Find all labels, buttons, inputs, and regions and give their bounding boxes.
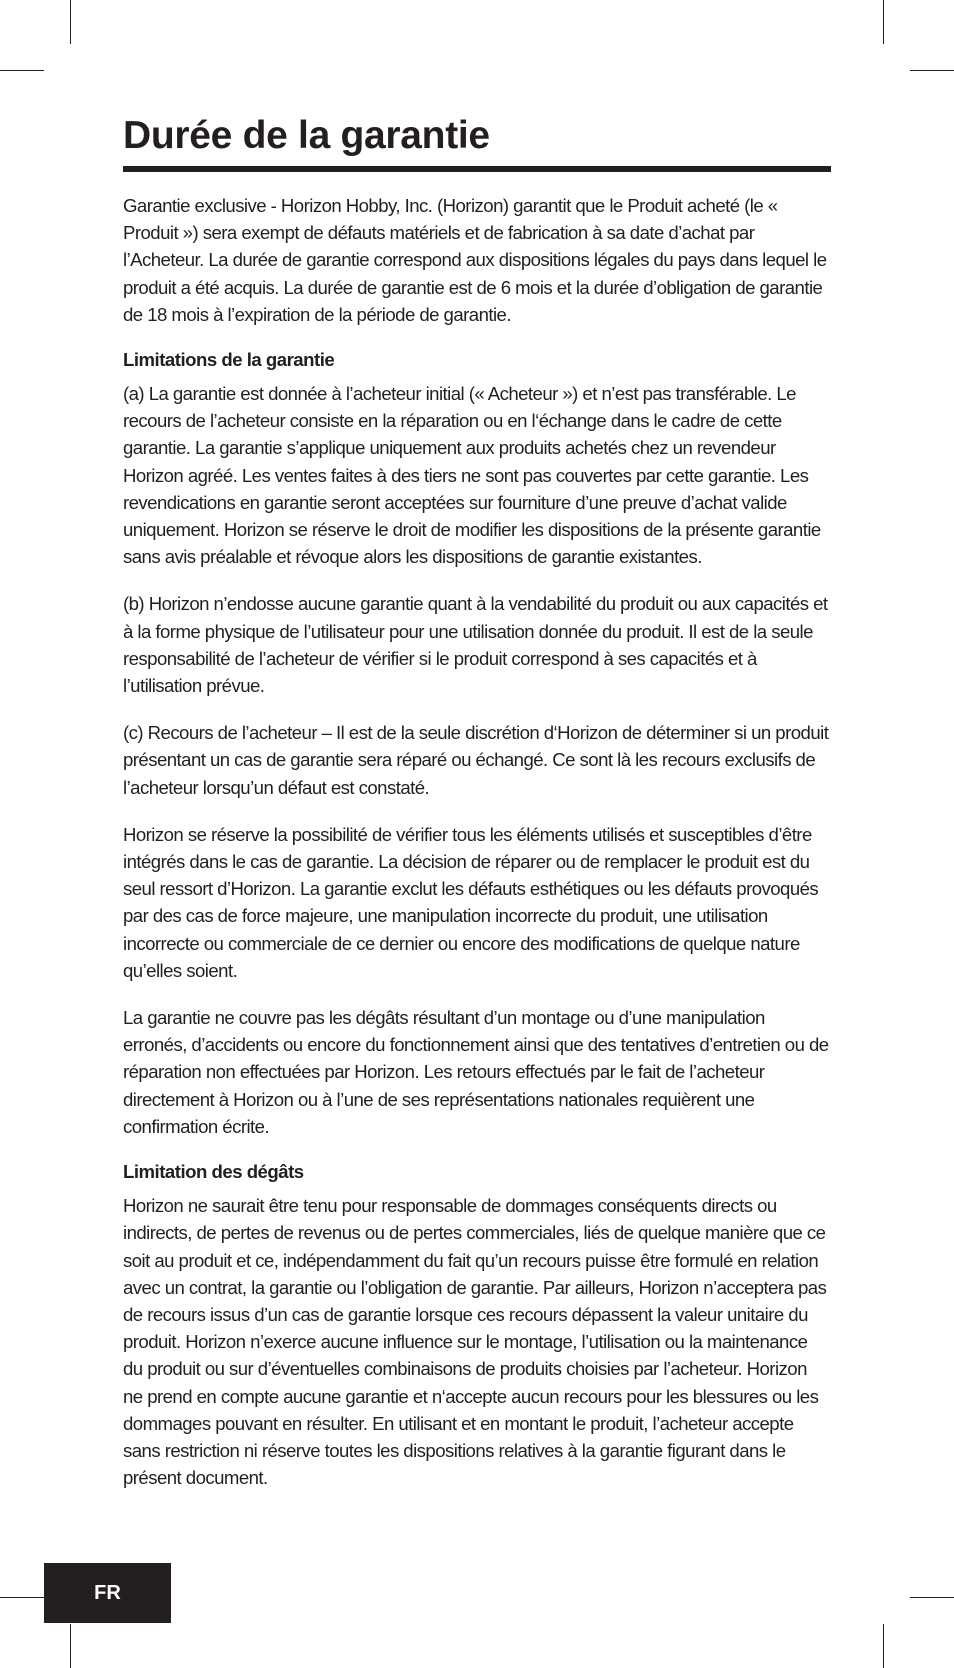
limitations-paragraph-a: (a) La garantie est donnée à l’acheteur initial (« Acheteur ») et n’est pas transférable. Le recours de l’acheteur consiste en la réparation ou en l‘échange dans le cadre de cette garantie. La garantie s’applique uniquement aux produits achetés chez un revendeur Horizon agréé. Les ventes faites à des tiers ne sont pas couvertes par cette garantie. Les revendications en garantie seront acceptées sur fourniture d’une preuve d’achat valide uniquement. Horizon se réserve le droit de modifier les dispositions de la présente garantie sans avis préalable et révoque alors les dispositions de garantie existantes. bbox=[123, 383, 821, 568]
warranty-document bbox=[123, 112, 831, 1511]
reserve-paragraph: Horizon se réserve la possibilité de vérifier tous les éléments utilisés et susceptibles d’être intégrés dans le cas de garantie. La décision de réparer ou de remplacer le produit est du seul ressort d’Horizon. La garantie exclut les défauts esthétiques ou les défauts provoqués par des cas de force majeure, une manipulation incorrecte du produit, une utilisation incorrecte ou commerciale de ce dernier ou encore des modifications de quelque nature qu’elles soient. bbox=[123, 823, 819, 981]
crop-mark-bottom-right-horizontal bbox=[910, 1597, 954, 1598]
damage-paragraph: Horizon ne saurait être tenu pour responsable de dommages conséquents directs ou indirects, de pertes de revenus ou de pertes commerciales, liés de quelque manière que ce soit au produit et ce, indépendamment du fait qu’un recours puisse être formulé en relation avec un contrat, la garantie ou l’obligation de garantie. Par ailleurs, Horizon n’acceptera pas de recours issus d’un cas de garantie lorsque ces recours dépassent la valeur unitaire du produit. Horizon n’exerce aucune influence sur le montage, l’utilisation ou la maintenance du produit ou sur d’éventuelles combinaisons de produits choisies par l’acheteur. Horizon ne prend en compte aucune garantie et n‘accepte aucun recours pour les blessures ou les dommages pouvant en résulter. En utilisant et en montant le produit, l’acheteur accepte sans restriction ni réserve toutes les dispositions relatives à la garantie figurant dans le présent document. bbox=[123, 1195, 827, 1489]
limitations-paragraph-b: (b) Horizon n’endosse aucune garantie quant à la vendabilité du produit ou aux capacités et à la forme physique de l’utilisateur pour une utilisation donnée du produit. Il est de la seule responsabilité de l’acheteur de vérifier si le produit correspond à ses capacités et à l’utilisation prévue. bbox=[123, 593, 828, 697]
page-title: Durée de la garantie bbox=[123, 114, 490, 157]
limitations-paragraph-c: (c) Recours de l’acheteur – Il est de la seule discrétion d‘Horizon de déterminer si un produit présentant un cas de garantie sera réparé ou échangé. Ce sont là les recours exclusifs de l’acheteur lorsqu’un défaut est constaté. bbox=[123, 722, 829, 798]
title-underline bbox=[123, 166, 831, 172]
limitations-heading: Limitations de la garantie bbox=[123, 349, 335, 371]
intro-paragraph: Garantie exclusive - Horizon Hobby, Inc. (Horizon) garantit que le Produit acheté (le « Produit ») sera exempt de défauts matériels et de fabrication à sa date d’achat par l’Acheteur. La durée de garantie correspond aux dispositions légales du pays dans lequel le produit a été acquis. La durée de garantie est de 6 mois et la durée d’obligation de garantie de 18 mois à l’expiration de la période de garantie. bbox=[123, 195, 827, 325]
crop-mark-bottom-left-vertical bbox=[70, 1624, 71, 1668]
crop-mark-top-left-horizontal bbox=[0, 70, 44, 71]
language-badge: FR bbox=[44, 1563, 171, 1623]
coverage-paragraph: La garantie ne couvre pas les dégâts résultant d’un montage ou d’une manipulation erronés, d’accidents ou encore du fonctionnement ainsi que des tentatives d’entretien ou de réparation non effectuées par Horizon. Les retours effectués par le fait de l’acheteur directement à Horizon ou à l’une de ses représentations nationales requièrent une confirmation écrite. bbox=[123, 1007, 829, 1137]
crop-mark-top-left-vertical bbox=[70, 0, 71, 44]
crop-mark-top-right-vertical bbox=[883, 0, 884, 44]
damage-heading: Limitation des dégâts bbox=[123, 1161, 304, 1183]
crop-mark-top-right-horizontal bbox=[910, 70, 954, 71]
crop-mark-bottom-right-vertical bbox=[883, 1624, 884, 1668]
crop-mark-bottom-left-horizontal bbox=[0, 1597, 44, 1598]
